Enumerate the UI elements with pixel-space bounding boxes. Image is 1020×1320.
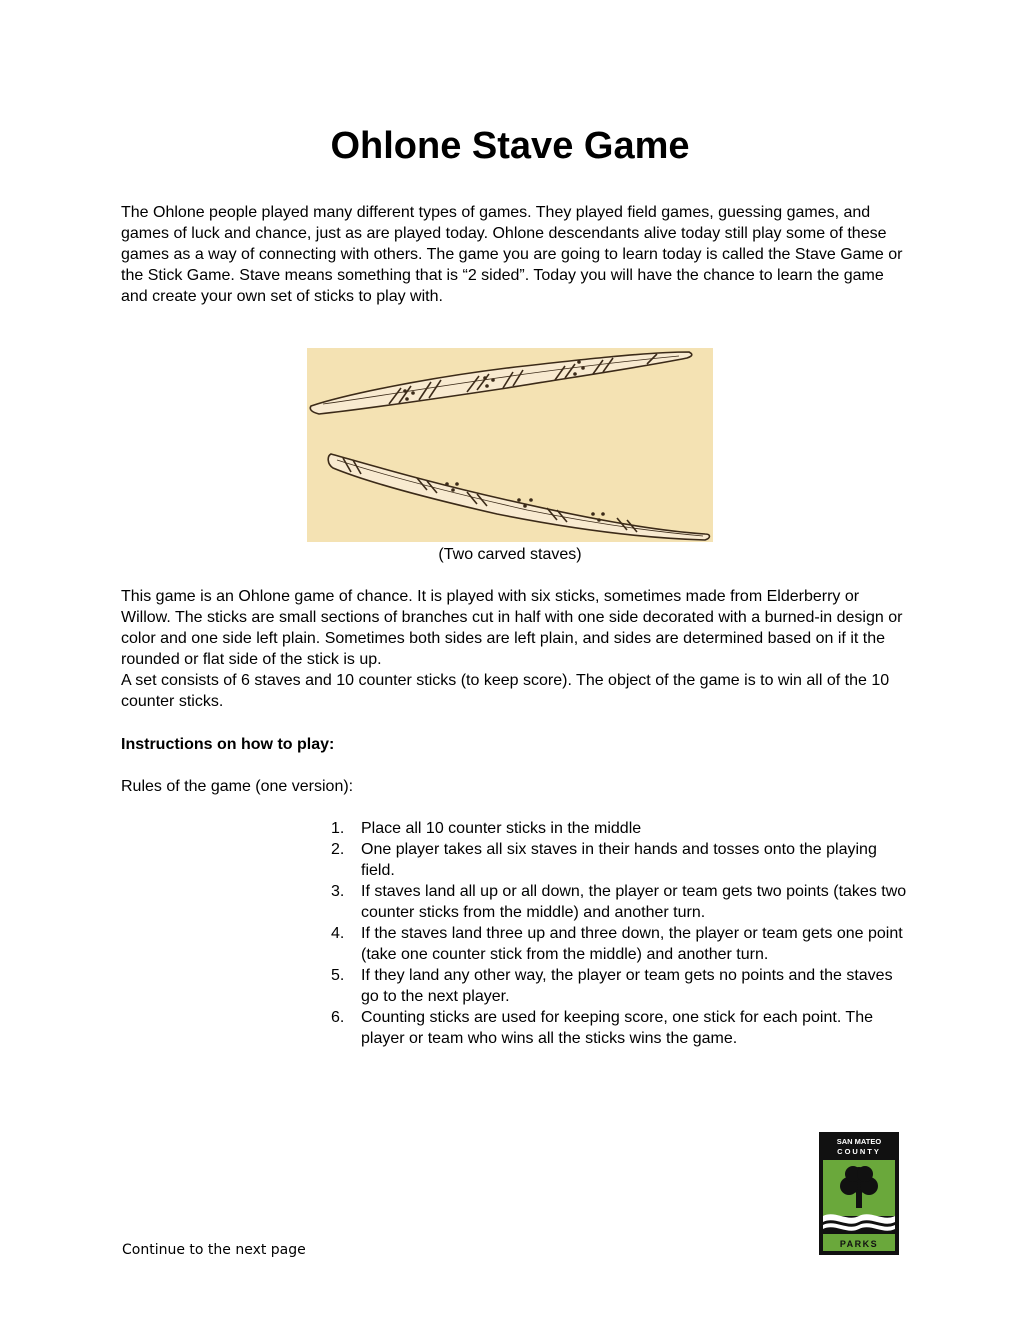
page-title: Ohlone Stave Game [330, 125, 690, 167]
rule-number: 6. [331, 1009, 345, 1026]
set-paragraph: A set consists of 6 staves and 10 counter sticks (to keep score). The object of the game is to win all of the 10 counter sticks. [121, 672, 890, 710]
rule-text: If the staves land three up and three down, the player or team gets one point (take one counter stick from the middle) and another turn. [361, 925, 903, 963]
figure-caption: (Two carved staves) [438, 546, 582, 563]
rule-item [323, 818, 913, 839]
san-mateo-county-parks-logo [819, 1132, 899, 1255]
rule-text: One player takes all six staves in their hands and tosses onto the playing field. [361, 841, 877, 879]
logo-line-3: PARKS [839, 1239, 879, 1249]
rule-text: If they land any other way, the player or team gets no points and the staves go to the next player. [361, 967, 893, 1005]
logo-line-2: COUNTY [837, 1147, 881, 1156]
rules-list [323, 818, 913, 1049]
continue-footer: Continue to the next page [122, 1242, 306, 1258]
rule-number: 2. [331, 841, 345, 858]
intro-paragraph: The Ohlone people played many different types of games. They played field games, guessing games, and games of luck and chance, just as are played today. Ohlone descendants alive today still play some of these games as a way of connecting with others. The game you are going to learn today is called the Stave Game or the Stick Game. Stave means something that is “2 sided”. Today you will have the chance to learn the game and create your own set of sticks to play with. [121, 204, 903, 305]
rule-item [323, 923, 913, 965]
rule-number: 1. [331, 820, 345, 837]
rule-item [323, 839, 913, 881]
rule-number: 3. [331, 883, 345, 900]
game-description [121, 586, 903, 712]
rule-item [323, 881, 913, 923]
rules-intro: Rules of the game (one version): [121, 778, 354, 795]
chance-paragraph: This game is an Ohlone game of chance. It is played with six sticks, sometimes made from Elderberry or Willow. The sticks are small sections of branches cut in half with one side decorated with a burned-in design or color and one side left plain. Sometimes both sides are left plain, and sides are determined based on if it the rounded or flat side of the stick is up. [121, 588, 903, 668]
rule-text: Place all 10 counter sticks in the middle [361, 820, 642, 837]
rule-number: 5. [331, 967, 345, 984]
rule-text: If staves land all up or all down, the player or team gets two points (takes two counter sticks from the middle) and another turn. [361, 883, 907, 921]
staves-illustration [307, 348, 713, 542]
logo-line-1: SAN MATEO [836, 1137, 882, 1146]
carved-staves-image [307, 348, 713, 542]
instructions-heading: Instructions on how to play: [121, 736, 335, 753]
parks-logo-icon [819, 1132, 899, 1255]
rule-item [323, 1007, 913, 1049]
rule-item [323, 965, 913, 1007]
rule-text: Counting sticks are used for keeping score, one stick for each point. The player or team who wins all the sticks wins the game. [361, 1009, 873, 1047]
rule-number: 4. [331, 925, 345, 942]
